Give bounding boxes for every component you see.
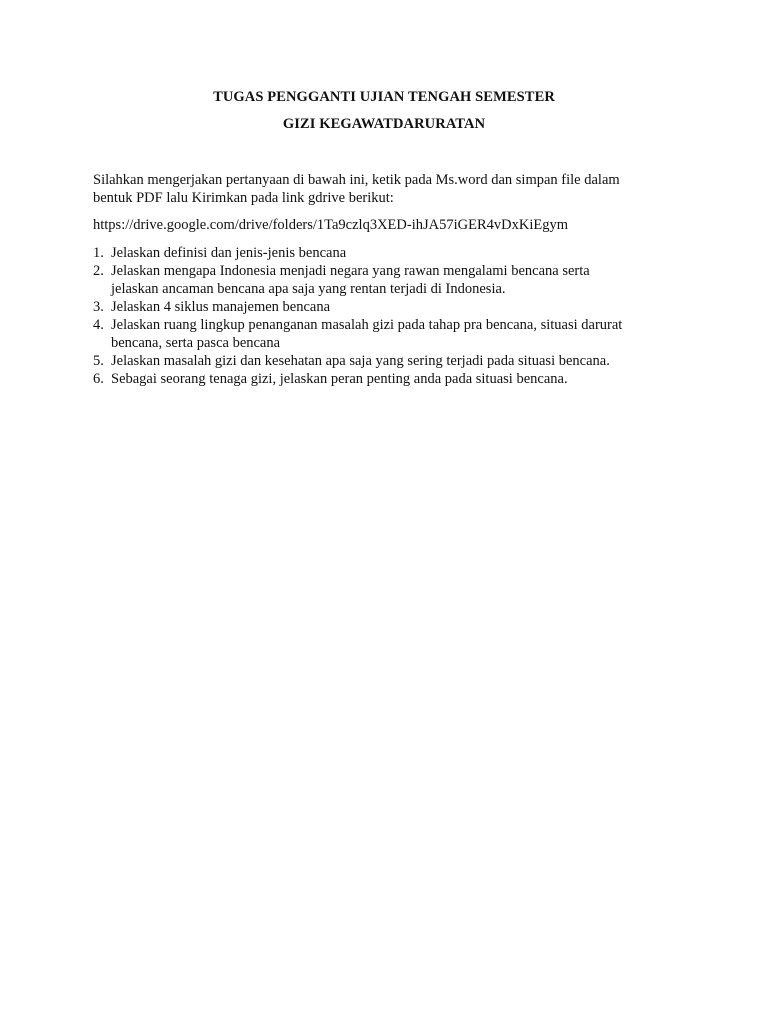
- question-item-5: [93, 352, 673, 370]
- question-text-line: Jelaskan definisi dan jenis-jenis bencana: [111, 245, 347, 261]
- question-text-line: Jelaskan ruang lingkup penanganan masalah gizi pada tahap pra bencana, situasi darurat: [111, 317, 623, 333]
- question-item-3: [93, 298, 673, 316]
- question-text-line: bencana, serta pasca bencana: [111, 335, 281, 351]
- question-number: 5.: [93, 353, 104, 369]
- instructions-line-2: bentuk PDF lalu Kirimkan pada link gdrive berikut:: [93, 190, 394, 206]
- question-text-line: Jelaskan masalah gizi dan kesehatan apa saja yang sering terjadi pada situasi bencana.: [111, 353, 610, 369]
- question-text-line: Jelaskan 4 siklus manajemen bencana: [111, 299, 331, 315]
- document-title: TUGAS PENGGANTI UJIAN TENGAH SEMESTER: [213, 89, 555, 105]
- document-subtitle: GIZI KEGAWATDARURATAN: [282, 116, 486, 132]
- instructions-line-1: Silahkan mengerjakan pertanyaan di bawah ini, ketik pada Ms.word dan simpan file dalam: [93, 172, 620, 188]
- question-number: 4.: [93, 317, 104, 333]
- question-number: 3.: [93, 299, 104, 315]
- question-item-1: [93, 244, 673, 262]
- question-item-6: [93, 370, 673, 388]
- question-text-line: Jelaskan mengapa Indonesia menjadi negara yang rawan mengalami bencana serta: [111, 263, 590, 279]
- instructions-paragraph: [93, 171, 673, 207]
- question-list: [93, 244, 673, 388]
- gdrive-link[interactable]: https://drive.google.com/drive/folders/1Ta9czlq3XED-ihJA57iGER4vDxKiEgym: [93, 217, 568, 233]
- question-number: 6.: [93, 371, 104, 387]
- question-item-4: [93, 316, 673, 352]
- question-item-2: [93, 262, 673, 298]
- question-text-line: Sebagai seorang tenaga gizi, jelaskan peran penting anda pada situasi bencana.: [111, 371, 568, 387]
- question-number: 1.: [93, 245, 104, 261]
- question-text-line: jelaskan ancaman bencana apa saja yang rentan terjadi di Indonesia.: [111, 281, 506, 297]
- question-number: 2.: [93, 263, 104, 279]
